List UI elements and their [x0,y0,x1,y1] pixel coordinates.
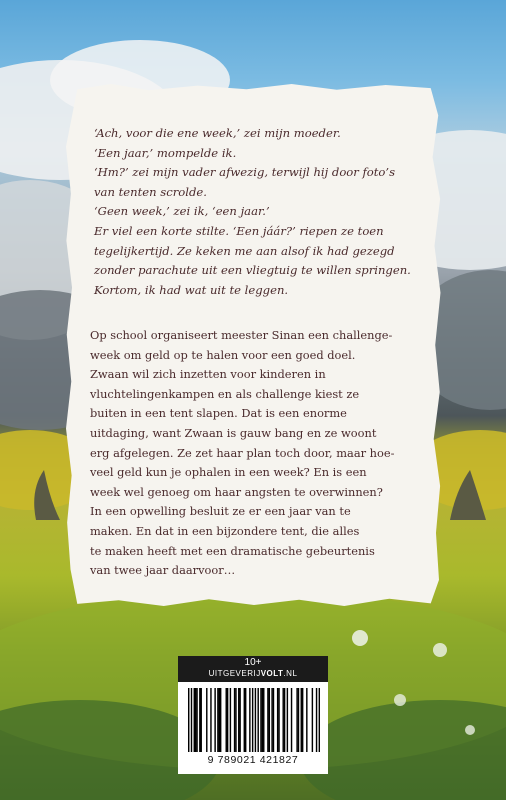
barcode-bar [195,688,196,752]
quote-line: Kortom, ik had wat uit te leggen. [94,282,289,297]
quote-line: zonder parachute uit een vliegtuig te willen springen. [94,263,411,278]
barcode-bar [257,688,258,752]
blurb-line: week wel genoeg om haar angsten te overwinnen? [90,484,383,499]
barcode-bar [298,688,299,752]
barcode-bar [267,688,268,752]
barcode-bar [319,688,320,752]
barcode-bar [194,688,195,752]
blurb-line: erg afgelegen. Ze zet haar plan toch door, maar hoe- [90,445,395,460]
barcode-bar [199,688,200,752]
barcode-bar [210,688,211,752]
quote-line: ‘Ach, voor die ene week,’ zei mijn moeder. [94,126,341,140]
excerpt-quote [94,124,430,300]
barcode-bar [263,688,264,752]
quote-line: Er viel een korte stilte. ‘Een jáár?’ riepen ze toen [94,223,384,238]
blurb-line: week om geld op te halen voor een goed doel. [90,347,356,362]
barcode-bar [269,688,270,752]
barcode-bar [316,688,317,752]
barcode-bar [245,688,246,752]
publisher-prefix: UITGEVERIJ [208,669,261,678]
barcode-bar [206,688,207,752]
quote-line: ‘Geen week,’ zei ik, ‘een jaar.’ [94,204,270,219]
barcode-bar [312,688,313,752]
barcode-bar [219,688,220,752]
barcode-bar [278,688,279,752]
barcode-bar [238,688,239,752]
blurb-line: Zwaan wil zich inzetten voor kinderen in [90,367,326,382]
barcode-bar [214,688,215,752]
quote-line: ‘Een jaar,’ mompelde ik. [94,145,237,160]
barcode-bars [188,688,320,752]
barcode-bar [252,688,253,752]
barcode-bar [234,688,235,752]
quote-line: van tenten scrolde. [94,184,207,199]
blurb-line: uitdaging, want Zwaan is gauw bang en ze woont [90,425,377,440]
isbn-number: 9 789021 421827 [207,754,299,766]
barcode-bar [230,688,231,752]
barcode-bar [226,688,227,752]
publisher-brand: VOLT [260,669,284,678]
barcode-bar [191,688,192,752]
barcode-bar [287,688,288,752]
book-blurb [90,326,434,581]
barcode-bar [235,688,236,752]
barcode-bar [296,688,297,752]
barcode-bar [291,688,292,752]
barcode-bar [271,688,272,752]
barcode-bar [239,688,240,752]
blurb-line: Op school organiseert meester Sinan een challenge- [90,328,393,342]
barcode-bar [244,688,245,752]
barcode-bar [220,688,221,752]
barcode-bar [284,688,285,752]
barcode-bar [277,688,278,752]
barcode-bar [306,688,307,752]
barcode-bar [196,688,197,752]
barcode-bar [301,688,302,752]
blurb-line: maken. En dat in een bijzondere tent, die alles [90,523,360,538]
blurb-line: vluchtelingenkampen en als challenge kiest ze [90,386,360,401]
barcode-bar [249,688,250,752]
barcode-bar [273,688,274,752]
age-rating: 10+ [244,657,262,668]
isbn-barcode [178,682,328,774]
barcode-bar [282,688,283,752]
blurb-line: van twee jaar daarvoor… [90,563,236,578]
barcode-bar [260,688,261,752]
publisher-suffix: .NL [283,669,298,678]
blurb-line: te maken heeft met een dramatische gebeurtenis [90,543,375,558]
blurb-line: buiten in een tent slapen. Dat is een enorme [90,406,347,421]
barcode-bar [255,688,256,752]
barcode-bar [302,688,303,752]
barcode-bar [262,688,263,752]
barcode-bar [188,688,189,752]
blurb-line: veel geld kun je ophalen in een week? En is een [90,465,367,480]
barcode-bar [201,688,202,752]
quote-line: ‘Hm?’ zei mijn vader afwezig, terwijl hij door foto’s [94,165,396,180]
quote-line: tegelijkertijd. Ze keken me aan alsof ik had gezegd [94,243,395,258]
barcode-bar [217,688,218,752]
blurb-line: In een opwelling besluit ze er een jaar van te [90,504,351,519]
barcode-bar [227,688,228,752]
publisher-url [178,669,328,679]
age-publisher-label [178,656,328,682]
